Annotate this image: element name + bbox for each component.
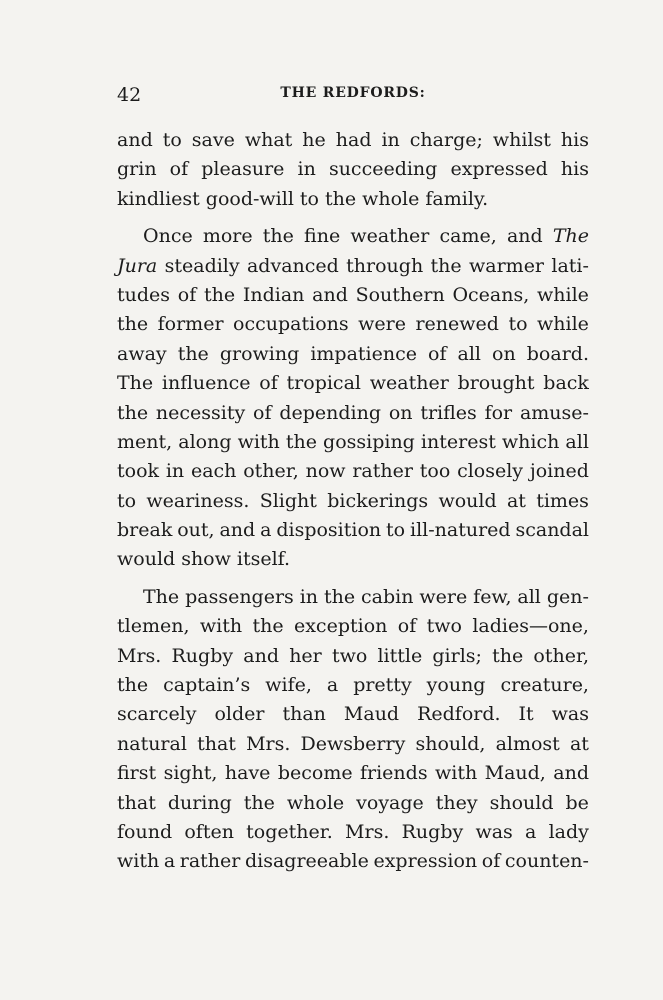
word: voyage [356,791,424,814]
word: the [492,644,524,667]
word: interest [420,430,496,453]
word: the [285,430,317,453]
text-line [117,545,589,574]
word: other, [243,460,299,483]
word: Oceans, [452,283,530,306]
word: occupations [233,313,349,336]
paragraph [117,126,589,214]
word: to [508,313,528,336]
text-line [117,789,589,818]
word: of [481,850,501,873]
text-line [117,399,589,428]
word: older [214,703,265,726]
word: were [358,313,406,336]
word: together. [246,820,333,843]
word: tropical [286,372,361,395]
word: counten- [504,850,589,873]
word: than [282,703,326,726]
word: ill-natured [410,519,511,542]
word: bickerings [327,489,429,512]
word: creature, [500,674,589,697]
word: now [305,460,346,483]
word: break [117,519,173,542]
word: along [178,430,232,453]
page-header [117,84,589,110]
word: save [191,129,235,151]
word: The [552,225,589,248]
word: Maud, [484,762,546,785]
word: the [324,187,357,210]
word: charge; [409,129,483,151]
word: all [565,430,589,453]
word: and [553,762,589,785]
word: succeeding [328,158,438,181]
word: Rugby [171,644,234,667]
word: whole [362,187,420,210]
word: pleasure [201,158,285,181]
word: itself. [236,548,291,571]
text-line [117,487,589,516]
word: Mrs. [345,820,390,843]
word: closely [457,460,524,483]
word: Indian [242,283,305,306]
text-line [117,583,589,612]
text-line [117,671,589,700]
word: had [335,129,372,151]
word: weariness. [146,489,250,512]
word: steadily [164,254,240,277]
word: Mrs. [117,644,162,667]
word: exception [293,615,388,638]
word: friends [359,762,428,785]
word: tlemen, [117,615,190,638]
word: It [518,703,534,726]
text-line [117,700,589,729]
word: sight, [163,762,218,785]
word: two [426,615,462,638]
word: few, [473,585,512,608]
word: he [302,129,326,151]
word: to [299,187,319,210]
word: The [143,585,180,608]
word: brought [457,372,535,395]
word: times [536,489,589,512]
text-line [117,759,589,788]
word: the [243,791,275,814]
word: during [167,791,232,814]
text-line [117,457,589,486]
word: little [377,644,423,667]
word: took [117,460,160,483]
text-line [117,310,589,339]
word: natural [117,732,187,755]
word: the [252,615,284,638]
word: and [506,225,543,248]
word: his [560,158,589,181]
word: and [219,519,256,542]
word: scandal [515,519,589,542]
word: expressed [450,158,548,181]
word: a [163,850,176,873]
word: impatience [310,342,417,365]
paragraph [117,583,589,877]
word: which [501,430,560,453]
word: the [117,313,149,336]
word: ment, [117,430,173,453]
text-line [117,155,589,184]
word: expression [373,850,478,873]
word: grin [117,158,157,181]
word: Jura [117,254,158,277]
word: out, [177,519,215,542]
paragraph-gap [117,214,589,222]
word: back [543,372,589,395]
text-line [117,818,589,847]
text-line [117,340,589,369]
word: and [117,129,153,151]
word: a [326,674,339,697]
word: found [117,820,173,843]
word: have [224,762,271,785]
word: good-will [205,187,294,210]
word: gossiping [323,430,415,453]
word: a [525,820,537,843]
word: with [434,762,478,785]
word: weather [350,225,430,248]
word: disposition [276,519,382,542]
word: depending [279,401,382,424]
word: advanced [246,254,339,277]
word: be [565,791,589,814]
word: trifles [420,401,477,424]
word: at [506,489,526,512]
word: girls; [432,644,482,667]
word: was [475,820,513,843]
word: to [386,519,406,542]
word: of [169,158,189,181]
text-line [117,847,589,876]
word: while [537,313,589,336]
word: on [388,401,413,424]
word: at [569,732,589,755]
word: of [253,401,272,424]
word: that [197,732,236,755]
word: rather [352,460,413,483]
word: growing [219,342,300,365]
word: on [492,342,516,365]
word: captain’s [163,674,251,697]
word: renewed [415,313,499,336]
word: cabin [361,585,414,608]
word: in [381,129,400,151]
word: first [117,762,157,785]
word: pretty [353,674,412,697]
word: The [117,372,154,395]
word: they [435,791,478,814]
word: were [419,585,468,608]
word: passengers [185,585,294,608]
paragraph [117,222,589,575]
word: often [184,820,234,843]
word: each [190,460,237,483]
text-line [117,612,589,641]
text-line [117,516,589,545]
word: wife, [265,674,312,697]
word: while [537,283,589,306]
word: more [202,225,253,248]
word: her [289,644,322,667]
text-line [117,126,589,155]
text-line [117,281,589,310]
word: amuse- [519,401,589,424]
word: influence [161,372,251,395]
word: necessity [155,401,246,424]
word: away [117,342,167,365]
text-line [117,730,589,759]
word: rather [179,850,241,873]
word: of [397,615,417,638]
word: the [117,401,149,424]
word: a [260,519,272,542]
word: what [244,129,293,151]
word: other, [533,644,589,667]
word: the [177,342,209,365]
word: weather [369,372,449,395]
word: should, [415,732,486,755]
word: Once [143,225,193,248]
word: Dewsberry [300,732,406,755]
word: scarcely [117,703,197,726]
word: former [157,313,224,336]
word: came, [439,225,497,248]
text-line [117,185,589,214]
word: show [181,548,231,571]
word: whilst [492,129,551,151]
word: to [162,129,182,151]
word: Southern [355,283,445,306]
word: tudes [117,283,171,306]
text-line [117,369,589,398]
word: kindliest [117,187,200,210]
word: become [277,762,353,785]
word: of [259,372,278,395]
word: the [430,254,462,277]
word: would [438,489,497,512]
word: and [243,644,280,667]
word: to [117,489,137,512]
word: all [457,342,482,365]
word: whole [286,791,345,814]
word: in [299,585,319,608]
word: family. [425,187,489,210]
word: fine [304,225,341,248]
word: and [312,283,348,306]
word: lati- [551,254,589,277]
page-number: 42 [117,84,142,106]
body-text [117,126,589,877]
running-title: THE REDFORDS: [280,85,426,101]
word: gen- [546,585,589,608]
word: ladies—one, [472,615,589,638]
word: that [117,791,156,814]
text-line [117,252,589,281]
word: with [237,430,280,453]
paragraph-gap [117,575,589,583]
word: would [117,548,176,571]
word: Slight [259,489,317,512]
word: for [484,401,513,424]
word: the [203,283,236,306]
word: his [560,129,589,151]
text-line [117,642,589,671]
text-line [117,428,589,457]
text-line [117,222,589,251]
word: disagreeable [244,850,369,873]
word: of [177,283,197,306]
word: should [489,791,554,814]
word: in [297,158,316,181]
word: the [117,674,149,697]
word: all [517,585,541,608]
word: board. [526,342,589,365]
word: was [551,703,589,726]
word: almost [495,732,560,755]
word: warmer [469,254,545,277]
word: lady [548,820,589,843]
word: in [165,460,185,483]
word: with [199,615,243,638]
word: too [419,460,451,483]
word: Rugby [401,820,464,843]
word: young [426,674,486,697]
word: through [346,254,424,277]
word: with [117,850,160,873]
word: of [428,342,447,365]
word: Mrs. [246,732,291,755]
word: Redford. [417,703,501,726]
word: joined [529,460,589,483]
word: the [262,225,294,248]
word: two [331,644,368,667]
word: Maud [343,703,400,726]
word: the [323,585,356,608]
